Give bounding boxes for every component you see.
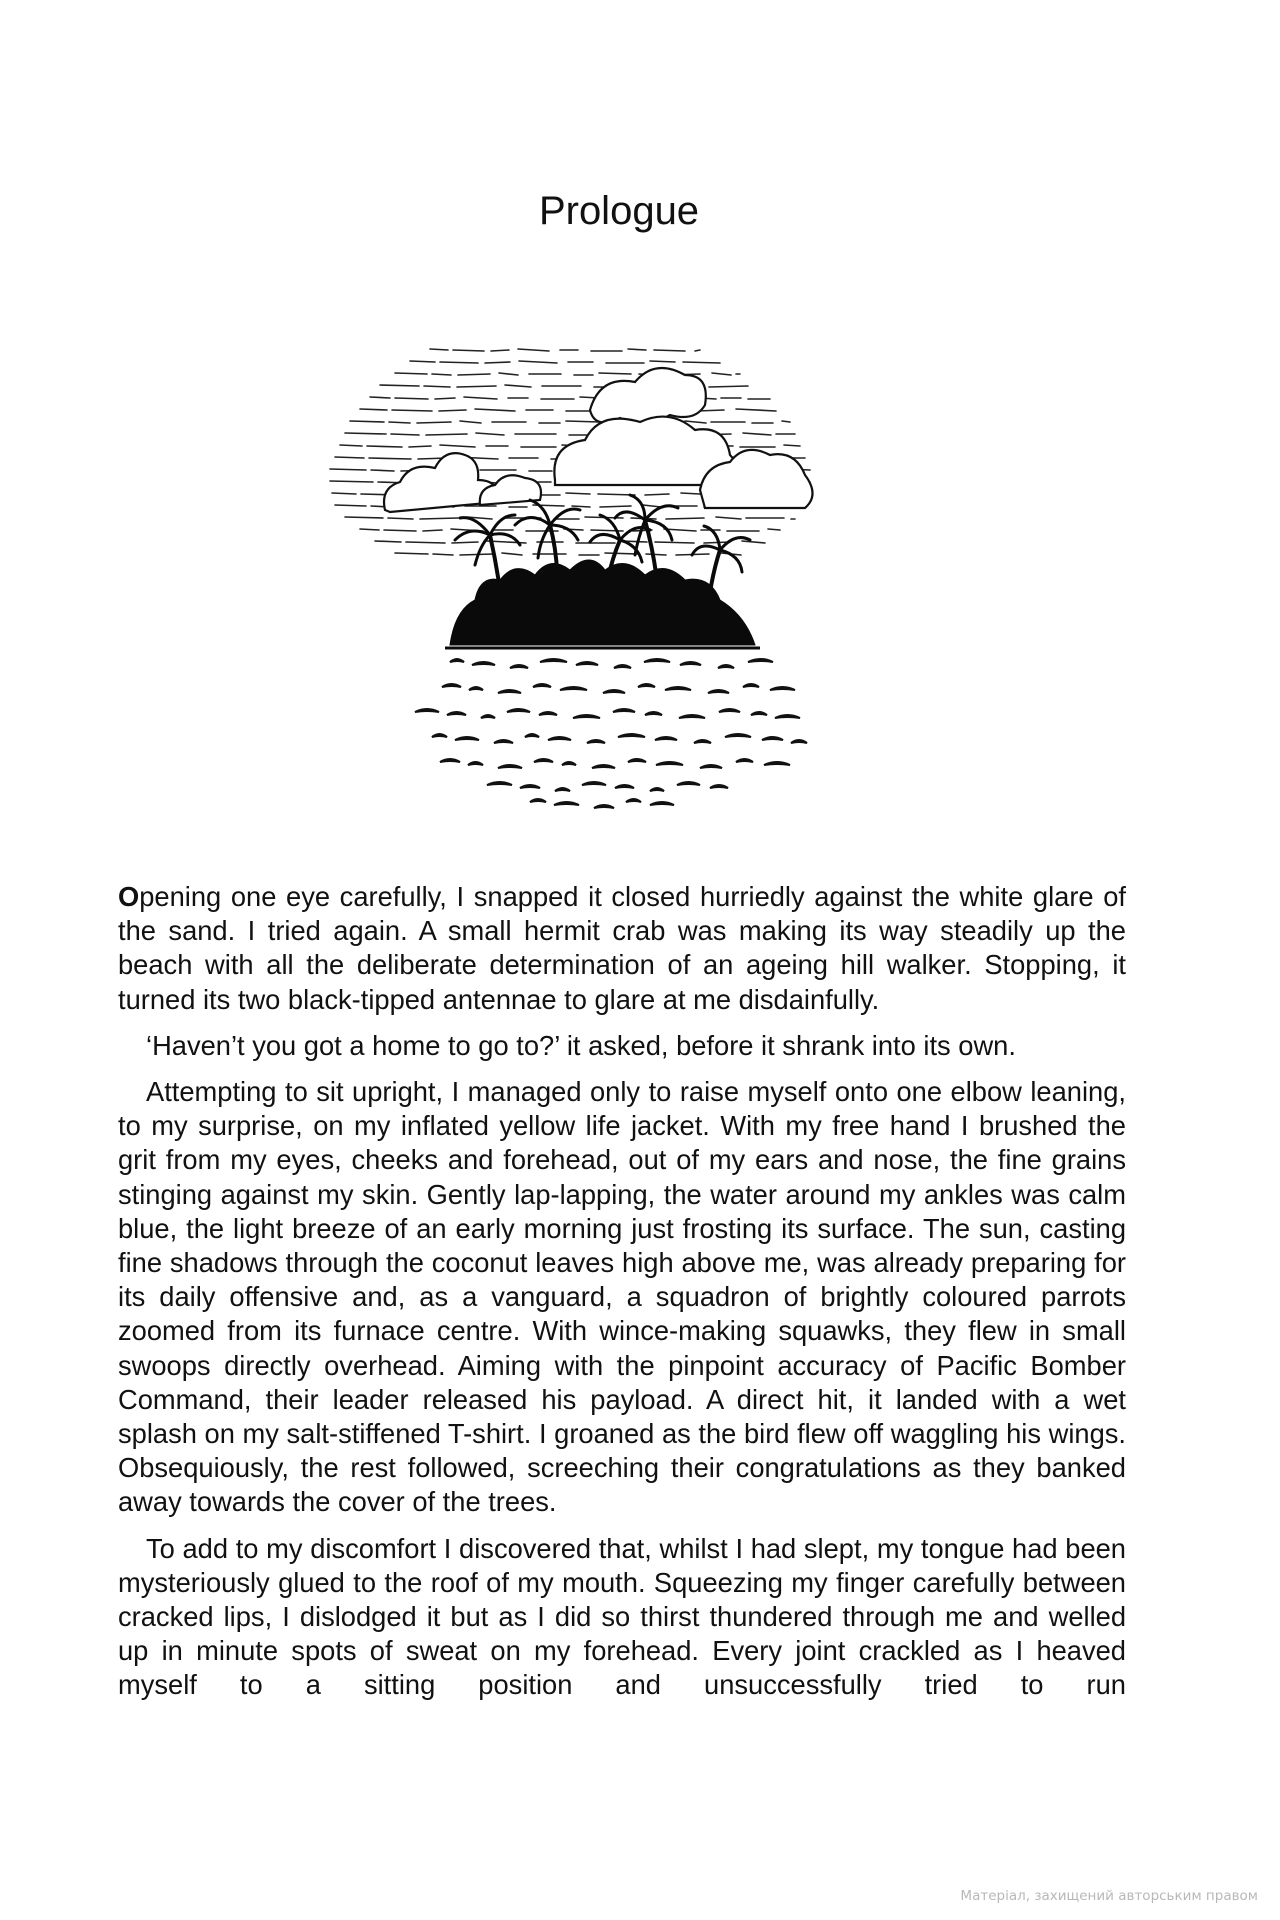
wave-stroke — [498, 765, 522, 768]
sky-hatch-stroke — [439, 410, 466, 411]
sky-hatch-stroke — [566, 421, 600, 422]
wave-stroke — [562, 762, 576, 765]
sky-hatch-stroke — [457, 386, 496, 387]
wave-stroke — [440, 759, 460, 762]
sky-hatch-stroke — [600, 506, 631, 507]
wave-stroke — [628, 759, 646, 762]
paragraph-2: ‘Haven’t you got a home to go to?’ it asked, before it shrank into its own. — [146, 1029, 1016, 1061]
wave-stroke — [791, 740, 807, 743]
wave-stroke — [764, 762, 790, 765]
sky-hatch-stroke — [432, 374, 451, 375]
sky-hatch-stroke — [433, 554, 453, 555]
wave-stroke — [655, 737, 677, 740]
sky-hatch-stroke — [406, 542, 445, 543]
sky-hatch-stroke — [683, 362, 720, 363]
sky-hatch-stroke — [395, 398, 428, 399]
wave-stroke — [638, 684, 655, 687]
sky-hatch-stroke — [380, 385, 419, 386]
paragraph-3: Attempting to sit upright, I managed only to raise myself onto one elbow leaning, to my surprise, on my inflated yellow life jacket. With my free hand I brushed the grit from my eyes, cheeks and forehead, out of my ears and nose, the fine grains stinging against my skin. Gently lap-lapping, the water around my ankles was calm blue, the light breeze of an early morning just frosting its surface. The sun, casting fine shadows through the coconut leaves high above me, was already preparing for its daily offensive and, as a vanguard, a squadron of brightly coloured parrots zoomed from its furnace centre. With wince-making squawks, they flew in small swoops directly overhead. Aiming with the pinpoint accuracy of Pacific Bomber Command, their leader released his payload. A direct hit, it landed with a wet splash on my salt-stiffened T-shirt. I groaned as the bird flew off waggling his wings. Obsequiously, the rest followed, screeching their congratulations as they banked away towards the cover of the trees. — [118, 1076, 1126, 1518]
sky-hatch-stroke — [395, 373, 427, 374]
sky-hatch-stroke — [566, 493, 590, 494]
wave-stroke — [656, 762, 683, 765]
wave-stroke — [530, 799, 546, 802]
wave-stroke — [615, 785, 634, 788]
wave-stroke — [748, 659, 773, 662]
sky-hatch-stroke — [502, 553, 522, 555]
wave-stroke — [469, 687, 483, 690]
sky-hatch-stroke — [345, 517, 383, 518]
wave-stroke — [719, 709, 740, 712]
sky-hatch-stroke — [435, 398, 455, 399]
sky-hatch-stroke — [572, 506, 590, 507]
wave-stroke — [775, 715, 800, 718]
wave-stroke — [718, 665, 734, 668]
wave-stroke — [677, 782, 700, 785]
sky-hatch-stroke — [650, 361, 675, 362]
sky-hatch-stroke — [426, 434, 467, 435]
sky-hatch-stroke — [712, 373, 731, 375]
sky-hatch-stroke — [350, 421, 384, 422]
sky-hatch-stroke — [332, 493, 356, 494]
wave-stroke — [694, 740, 711, 743]
wave-stroke — [576, 662, 598, 665]
sky-hatch-stroke — [743, 433, 771, 435]
tropical-island-illustration — [300, 330, 900, 810]
wave-stroke — [582, 782, 606, 785]
wave-stroke — [539, 712, 557, 715]
clouds — [384, 368, 813, 512]
wave-stroke — [487, 782, 512, 785]
sky-hatch-stroke — [335, 505, 366, 506]
sky-hatch-stroke — [645, 494, 669, 495]
wave-stroke — [644, 659, 670, 662]
sky-hatch-stroke — [464, 397, 497, 399]
wave-stroke — [525, 734, 539, 737]
sky-hatch-stroke — [417, 422, 451, 423]
sky-hatch-stroke — [491, 350, 509, 351]
wave-stroke — [442, 684, 461, 687]
sky-hatch-stroke — [375, 541, 401, 542]
sky-hatch-stroke — [784, 445, 800, 446]
wave-stroke — [432, 734, 447, 737]
wave-stroke — [520, 785, 540, 788]
sky-hatch-stroke — [369, 458, 411, 459]
sky-hatch-stroke — [388, 518, 413, 519]
wave-stroke — [560, 687, 587, 690]
sky-hatch-stroke — [410, 361, 435, 362]
sky-hatch-stroke — [335, 457, 364, 458]
sky-hatch-stroke — [475, 409, 515, 411]
wave-stroke — [614, 665, 631, 668]
wave-stroke — [468, 762, 483, 765]
wave-stroke — [534, 759, 553, 762]
wave-stroke — [725, 734, 751, 737]
sky-hatch-stroke — [409, 446, 431, 447]
sky-hatch-stroke — [395, 553, 428, 554]
paragraph-1-text: pening one eye carefully, I snapped it closed hurriedly against the white glare of the sand. I tried again. A small hermit crab was making its way steadily up the beach with all the deliberate determination of an ageing hill walker. Stopping, it turned its two black-tipped antennae to glare at me disdainfully. — [118, 881, 1126, 1015]
wave-stroke — [770, 687, 795, 690]
sky-hatch-stroke — [499, 373, 518, 375]
sky-hatch-stroke — [430, 349, 448, 350]
sky-hatch-stroke — [476, 433, 504, 435]
sky-hatch-stroke — [736, 409, 776, 411]
sky-hatch-stroke — [423, 530, 442, 531]
wave-stroke — [540, 659, 567, 662]
wave-stroke — [680, 662, 701, 665]
sky-hatch-stroke — [452, 542, 478, 543]
sky-hatch-stroke — [654, 350, 685, 351]
sky-hatch-stroke — [440, 362, 478, 363]
wave-stroke — [548, 737, 571, 740]
wave-stroke — [415, 709, 439, 712]
sky-hatch-stroke — [360, 409, 387, 410]
sky-hatch-stroke — [716, 517, 741, 519]
sky-hatch-stroke — [391, 434, 419, 435]
drop-initial: O — [118, 881, 140, 912]
body-text — [118, 880, 1126, 1715]
wave-stroke — [626, 799, 641, 802]
wave-stroke — [450, 659, 464, 662]
wave-stroke — [455, 737, 479, 740]
wave-stroke — [472, 662, 495, 665]
sky-hatch-stroke — [695, 350, 700, 351]
sky-hatch-stroke — [643, 505, 661, 507]
copyright-watermark: Матеріал, захищений авторським правом — [960, 1888, 1258, 1904]
wave-stroke — [510, 665, 528, 668]
sky-hatch-stroke — [655, 542, 694, 543]
wave-stroke — [587, 740, 605, 743]
sky-hatch-stroke — [605, 553, 638, 554]
wave-stroke — [700, 765, 722, 768]
wave-stroke — [762, 737, 783, 740]
sky-hatch-stroke — [519, 361, 557, 363]
sky-hatch-stroke — [420, 518, 458, 519]
sky-hatch-stroke — [330, 469, 366, 470]
paragraph-4: To add to my discomfort I discovered that, whilst I had slept, my tongue had been mysteriously glued to the roof of my mouth. Squeezing my finger carefully between cracked lips, I dislodged it but as I did so thirst thundered through me and welled up in minute spots of sweat on my forehead. Every joint crackled as I heaved myself to a sitting position and unsuccessfully tried to run — [118, 1532, 1126, 1701]
wave-stroke — [555, 788, 570, 791]
wave-stroke — [481, 715, 495, 718]
wave-stroke — [645, 712, 662, 715]
wave-stroke — [507, 709, 530, 712]
sky-hatch-stroke — [424, 386, 450, 387]
sky-hatch-stroke — [371, 470, 394, 471]
sky-hatch-stroke — [458, 374, 490, 375]
page-title: Prologue — [538, 189, 700, 233]
wave-stroke — [751, 712, 767, 715]
sky-hatch-stroke — [384, 530, 416, 531]
wave-stroke — [710, 785, 728, 788]
sky-hatch-stroke — [646, 554, 666, 555]
wave-stroke — [594, 805, 614, 808]
wave-stroke — [554, 802, 579, 805]
wave-stroke — [613, 709, 635, 712]
wave-stroke — [498, 690, 521, 693]
wave-stroke — [533, 684, 551, 687]
sea-waves — [415, 659, 807, 808]
sky-hatch-stroke — [709, 386, 748, 387]
sky-hatch-stroke — [389, 422, 410, 423]
sky-hatch-stroke — [340, 445, 362, 446]
sky-hatch-stroke — [453, 350, 484, 351]
sky-hatch-stroke — [685, 421, 706, 423]
wave-stroke — [650, 788, 664, 791]
wave-stroke — [708, 690, 729, 693]
wave-stroke — [665, 687, 691, 690]
sky-hatch-stroke — [460, 421, 481, 423]
wave-stroke — [736, 759, 753, 762]
sky-hatch-stroke — [345, 433, 386, 434]
wave-stroke — [494, 740, 513, 743]
wave-stroke — [618, 734, 645, 737]
wave-stroke — [592, 765, 615, 768]
sky-hatch-stroke — [367, 446, 402, 447]
sky-hatch-stroke — [666, 518, 704, 519]
sky-hatch-stroke — [392, 410, 432, 411]
sky-hatch-stroke — [768, 529, 780, 530]
wave-stroke — [743, 684, 759, 687]
wave-stroke — [573, 715, 600, 718]
sky-hatch-stroke — [599, 373, 631, 374]
wave-stroke — [650, 802, 674, 805]
sky-hatch-stroke — [518, 349, 549, 351]
sky-hatch-stroke — [370, 397, 390, 398]
wave-stroke — [679, 715, 705, 718]
wave-stroke — [447, 712, 466, 715]
sky-hatch-stroke — [330, 481, 373, 482]
sky-hatch-stroke — [628, 349, 646, 350]
sky-hatch-stroke — [440, 445, 475, 447]
paragraph-1 — [118, 880, 1126, 1017]
sky-hatch-stroke — [505, 385, 531, 387]
sky-hatch-stroke — [742, 541, 765, 543]
wave-stroke — [603, 690, 625, 693]
sky-hatch-stroke — [782, 421, 790, 422]
sky-hatch-stroke — [360, 529, 379, 530]
sky-hatch-stroke — [485, 362, 510, 363]
